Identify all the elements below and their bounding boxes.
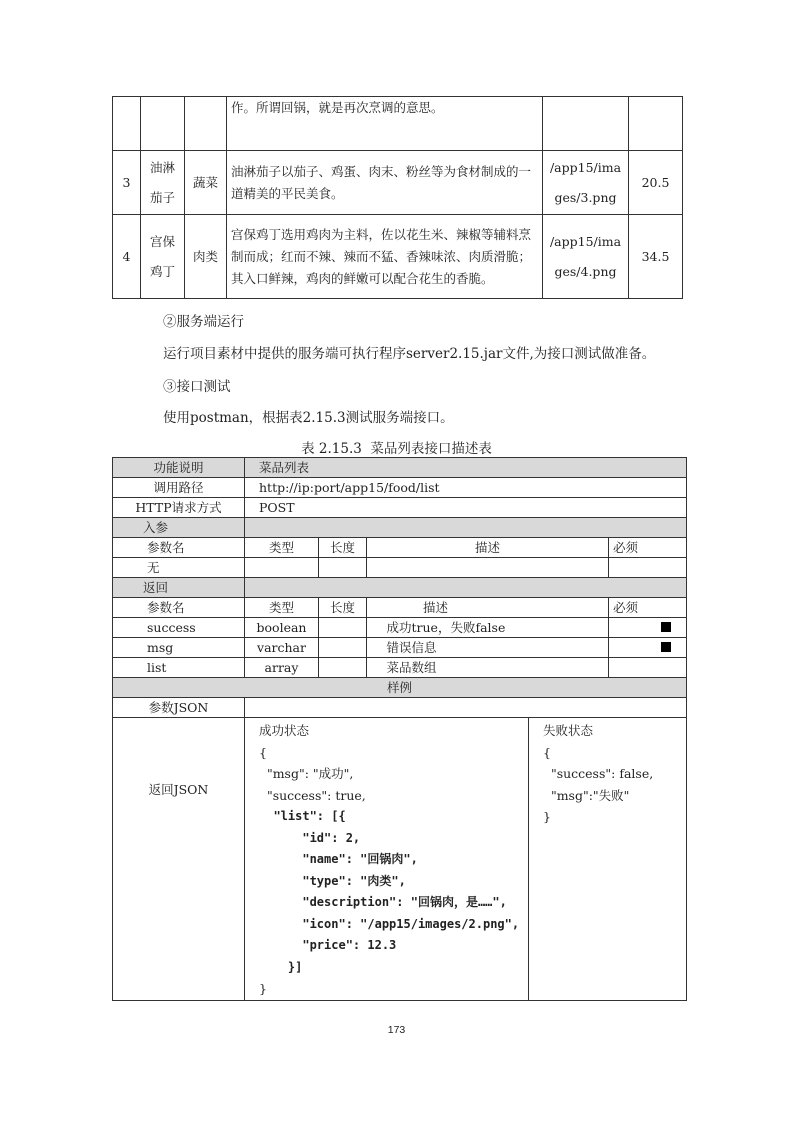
food-price: [629, 97, 683, 151]
func-label: 功能说明: [113, 458, 245, 478]
food-name: 油淋 茄子: [141, 151, 185, 215]
success-title: 成功状态: [259, 723, 310, 738]
path-label: 调用路径: [113, 478, 245, 498]
out-label-fill: [245, 578, 687, 598]
out-param-type: boolean: [245, 618, 319, 638]
code-line: "price": 12.3: [259, 938, 397, 952]
example-label: 样例: [113, 678, 687, 698]
code-line: "icon": "/app15/images/2.png",: [259, 916, 520, 931]
food-name: [141, 97, 185, 151]
row-index: [113, 97, 141, 151]
food-description: 宫保鸡丁选用鸡肉为主料，佐以花生米、辣椒等辅料烹制而成；红而不辣、辣而不猛、香辣味浓、肉质滑脆；其入口鲜辣，鸡肉的鲜嫩可以配合花生的香脆。: [227, 215, 543, 299]
food-icon: /app15/ima ges/3.png: [543, 151, 629, 215]
code-line: "id": 2,: [259, 830, 361, 845]
fail-example: [529, 718, 687, 1001]
food-price: 20.5: [629, 151, 683, 215]
food-type: [185, 97, 227, 151]
table-row: [113, 151, 683, 215]
hdr-len: 长度: [319, 538, 367, 558]
method-value: POST: [245, 498, 687, 518]
param-json-label: 参数JSON: [113, 698, 245, 718]
hdr-req: 必须: [609, 538, 687, 558]
code-line: }: [259, 981, 267, 996]
hdr-desc: 描述: [367, 598, 609, 618]
out-label: 返回: [113, 578, 245, 598]
code-line: "name": "回锅肉",: [259, 852, 418, 866]
food-table: [112, 96, 683, 299]
food-description: 作。所谓回锅，就是再次烹调的意思。: [227, 97, 543, 151]
required-mark: [609, 638, 687, 658]
code-line: "list": [{: [259, 809, 346, 823]
food-icon: /app15/ima ges/4.png: [543, 215, 629, 299]
func-value: 菜品列表: [245, 458, 687, 478]
code-line: "type": "肉类",: [259, 873, 406, 888]
table-row: [113, 638, 687, 658]
in-label: 入参: [113, 518, 245, 538]
empty-cell: [367, 618, 383, 638]
empty-cell: [609, 558, 687, 578]
table-row: [113, 618, 687, 638]
food-description: 油淋茄子以茄子、鸡蛋、肉末、粉丝等为食材制成的一道精美的平民美食。: [227, 151, 543, 215]
hdr-type: 类型: [245, 598, 319, 618]
hdr-len: 长度: [319, 598, 367, 618]
hdr-name: 参数名: [113, 598, 245, 618]
table-row: [113, 215, 683, 299]
code-line: {: [543, 744, 551, 760]
out-param-name: success: [113, 618, 245, 638]
in-none: 无: [113, 558, 245, 578]
method-label: HTTP请求方式: [113, 498, 245, 518]
out-param-desc: 菜品数组: [383, 658, 609, 678]
section3-text: 使用postman，根据表2.15.3测试服务端接口。: [163, 410, 454, 426]
table-row: [113, 658, 687, 678]
param-json-value: [245, 698, 687, 718]
code-line: "success": true,: [259, 787, 366, 803]
food-type: 肉类: [185, 215, 227, 299]
hdr-desc: 描述: [367, 538, 609, 558]
code-line: "msg": "成功",: [259, 766, 354, 781]
table-caption: 表 2.15.3 菜品列表接口描述表: [301, 441, 492, 457]
empty-cell: [245, 558, 319, 578]
code-line: }: [543, 809, 551, 824]
food-name: 宫保 鸡丁: [141, 215, 185, 299]
empty-cell: [319, 618, 367, 638]
api-table: [112, 457, 687, 1001]
code-line: {: [259, 744, 267, 760]
section3-title: ③接口测试: [163, 379, 231, 395]
row-index: 3: [113, 151, 141, 215]
empty-cell: [367, 658, 383, 678]
out-param-type: array: [245, 658, 319, 678]
hdr-req: 必须: [609, 598, 687, 618]
row-index: 4: [113, 215, 141, 299]
empty-cell: [319, 658, 367, 678]
out-param-desc: 错误信息: [383, 638, 609, 658]
empty-cell: [319, 558, 367, 578]
food-price: 34.5: [629, 215, 683, 299]
out-param-desc: 成功true，失败false: [383, 618, 609, 638]
hdr-type: 类型: [245, 538, 319, 558]
path-value: http://ip:port/app15/food/list: [245, 478, 687, 498]
food-icon: [543, 97, 629, 151]
food-type: 蔬菜: [185, 151, 227, 215]
success-example: [245, 718, 529, 1001]
fail-title: 失败状态: [543, 723, 594, 738]
section2-text: 运行项目素材中提供的服务端可执行程序server2.15.jar文件,为接口测试做准备。: [163, 346, 656, 362]
empty-cell: [319, 638, 367, 658]
table-row: [113, 97, 683, 151]
page-number: 173: [387, 1024, 406, 1036]
code-line: "success": false,: [543, 766, 654, 781]
return-json-label: 返回JSON: [113, 718, 245, 1001]
code-line: }]: [259, 959, 303, 974]
hdr-name: 参数名: [113, 538, 245, 558]
section2-title: ②服务端运行: [163, 314, 244, 330]
empty-cell: [367, 638, 383, 658]
out-param-name: list: [113, 658, 245, 678]
code-line: "msg":"失败": [543, 787, 630, 803]
out-param-name: msg: [113, 638, 245, 658]
out-param-type: varchar: [245, 638, 319, 658]
required-mark: [609, 618, 687, 638]
in-label-fill: [245, 518, 687, 538]
empty-cell: [609, 658, 687, 678]
empty-cell: [367, 558, 609, 578]
code-line: "description": "回锅肉，是……",: [259, 895, 507, 909]
